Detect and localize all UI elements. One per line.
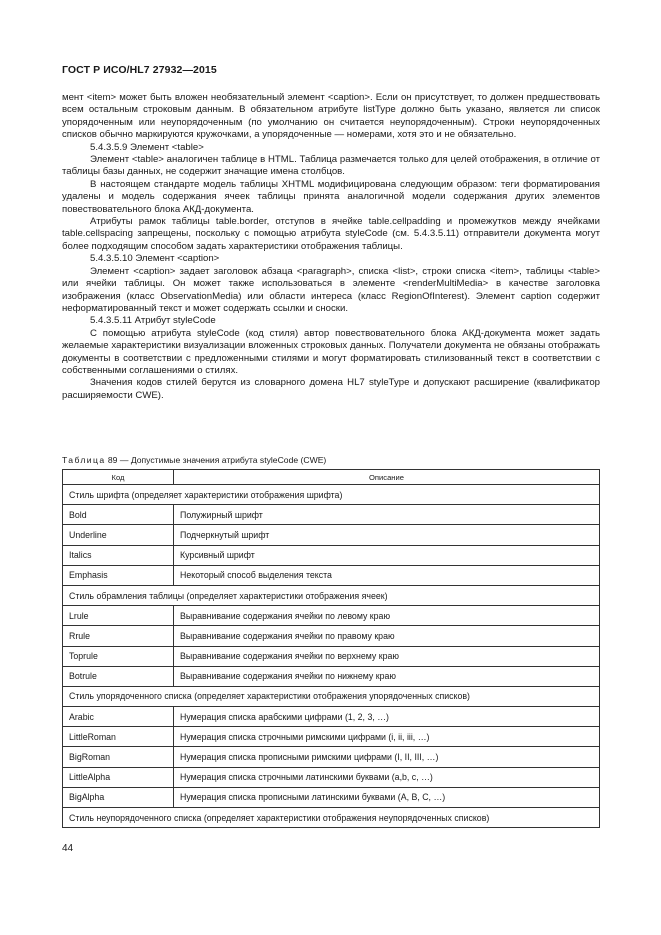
cell-code: Arabic [63, 707, 174, 727]
table-caption-text: 89 — Допустимые значения атрибута styleCode (CWE) [107, 455, 327, 465]
paragraph: 5.4.3.5.11 Атрибут styleCode [90, 315, 216, 327]
table-row [63, 727, 600, 747]
table-group-row [63, 485, 600, 505]
column-header-description: Описание [174, 470, 600, 485]
cell-code: LittleRoman [63, 727, 174, 747]
paragraph: Элемент <table> аналогичен таблице в HTML. Таблица размечается только для целей отображения, в отличие от таблицы базы данных, не содержит значащие имена столбцов. [62, 154, 600, 178]
group-title: Стиль обрамления таблицы (определяет характеристики отображения ячеек) [63, 585, 600, 605]
cell-code: Toprule [63, 646, 174, 666]
table-row [63, 767, 600, 787]
cell-description: Нумерация списка строчными латинскими буквами (a,b, c, …) [174, 767, 600, 787]
stylecode-table [62, 469, 600, 828]
cell-code: BigAlpha [63, 787, 174, 807]
cell-description: Подчеркнутый шрифт [174, 525, 600, 545]
cell-code: BigRoman [63, 747, 174, 767]
cell-code: Italics [63, 545, 174, 565]
paragraph: Элемент <caption> задает заголовок абзаца <paragraph>, списка <list>, строки списка <item>, таблицы <table> или ячейки таблицы. Он может также использоваться в элементе <renderMultiMedia> в качестве заголовка изображения (класс ObservationMedia) или области интереса (класс RegionOfInterest). Элемент caption содержит неформатированный текст и может содержать ссылки и сноски. [62, 265, 600, 314]
cell-description: Нумерация списка арабскими цифрами (1, 2, 3, …) [174, 707, 600, 727]
body-text [62, 92, 600, 402]
table-row [63, 565, 600, 585]
cell-description: Выравнивание содержания ячейки по левому краю [174, 606, 600, 626]
cell-description: Выравнивание содержания ячейки по верхнему краю [174, 646, 600, 666]
table-caption-label: Таблица [62, 455, 106, 465]
cell-code: Botrule [63, 666, 174, 686]
table-row [63, 747, 600, 767]
table-group-row [63, 585, 600, 605]
cell-description: Выравнивание содержания ячейки по правому краю [174, 626, 600, 646]
cell-description: Курсивный шрифт [174, 545, 600, 565]
table-group-row [63, 686, 600, 706]
paragraph: мент <item> может быть вложен необязательный элемент <caption>. Если он присутствует, то должен предшествовать всем остальным строковым данным. В обязательном атрибуте listType должно быть указано, является ли список упорядоченным или неупорядоченным (по умолчанию он считается неупорядоченным). Строки неупорядоченных списков обычно маркируются кружочками, а упорядоченные — номерами, хотя это и не обязательно. [62, 92, 600, 141]
table-row [63, 505, 600, 525]
document-header: ГОСТ Р ИСО/HL7 27932—2015 [62, 64, 217, 76]
cell-code: LittleAlpha [63, 767, 174, 787]
page-number: 44 [62, 843, 74, 854]
table-row [63, 626, 600, 646]
table-header-row [63, 470, 600, 485]
paragraph: Атрибуты рамок таблицы table.border, отступов в ячейке table.cellpadding и промежутков между ячейками table.cellspacing запрещены, поскольку с помощью атрибута styleCode (см. 5.4.3.5.11) отправители документа могут более подходящим способом задать характеристики отображения таблицы. [62, 216, 600, 252]
cell-description: Выравнивание содержания ячейки по нижнему краю [174, 666, 600, 686]
cell-description: Нумерация списка строчными римскими цифрами (i, ii, iii, …) [174, 727, 600, 747]
paragraph: Значения кодов стилей берутся из словарного домена HL7 styleType и допускают расширение (квалификатор расширяемости CWE). [62, 377, 600, 401]
table-row [63, 787, 600, 807]
paragraph: 5.4.3.5.10 Элемент <caption> [90, 253, 220, 265]
group-title: Стиль упорядоченного списка (определяет характеристики отображения упорядоченных списков) [63, 686, 600, 706]
paragraph: В настоящем стандарте модель таблицы XHTML модифицирована следующим образом: теги форматирования удалены и модель содержания ячеек таблицы принята аналогичной модели содержания других элементов повествовательного блока АКД-документа. [62, 178, 600, 215]
table-row [63, 525, 600, 545]
table-row [63, 606, 600, 626]
paragraph: С помощью атрибута styleCode (код стиля) автор повествовательного блока АКД-документа может задать желаемые характеристики визуализации вложенных строковых данных. Получатели документа не обязаны отображать документы в соответствии с предложенными стилями и могут форматировать стилизованный текст в соответствии с собственными соглашениями о стилях. [62, 327, 600, 376]
cell-description: Некоторый способ выделения текста [174, 565, 600, 585]
cell-code: Bold [63, 505, 174, 525]
cell-code: Emphasis [63, 565, 174, 585]
cell-description: Нумерация списка прописными римскими цифрами (I, II, III, …) [174, 747, 600, 767]
cell-code: Rrule [63, 626, 174, 646]
cell-code: Underline [63, 525, 174, 545]
table-caption [62, 455, 326, 465]
table-group-row [63, 808, 600, 828]
column-header-code: Код [63, 470, 174, 485]
group-title: Стиль неупорядоченного списка (определяет характеристики отображения неупорядоченных списков) [63, 808, 600, 828]
table-row [63, 707, 600, 727]
table-row [63, 666, 600, 686]
paragraph: 5.4.3.5.9 Элемент <table> [90, 141, 204, 153]
cell-code: Lrule [63, 606, 174, 626]
cell-description: Нумерация списка прописными латинскими буквами (A, B, C, …) [174, 787, 600, 807]
cell-description: Полужирный шрифт [174, 505, 600, 525]
table-row [63, 646, 600, 666]
table-row [63, 545, 600, 565]
group-title: Стиль шрифта (определяет характеристики отображения шрифта) [63, 485, 600, 505]
